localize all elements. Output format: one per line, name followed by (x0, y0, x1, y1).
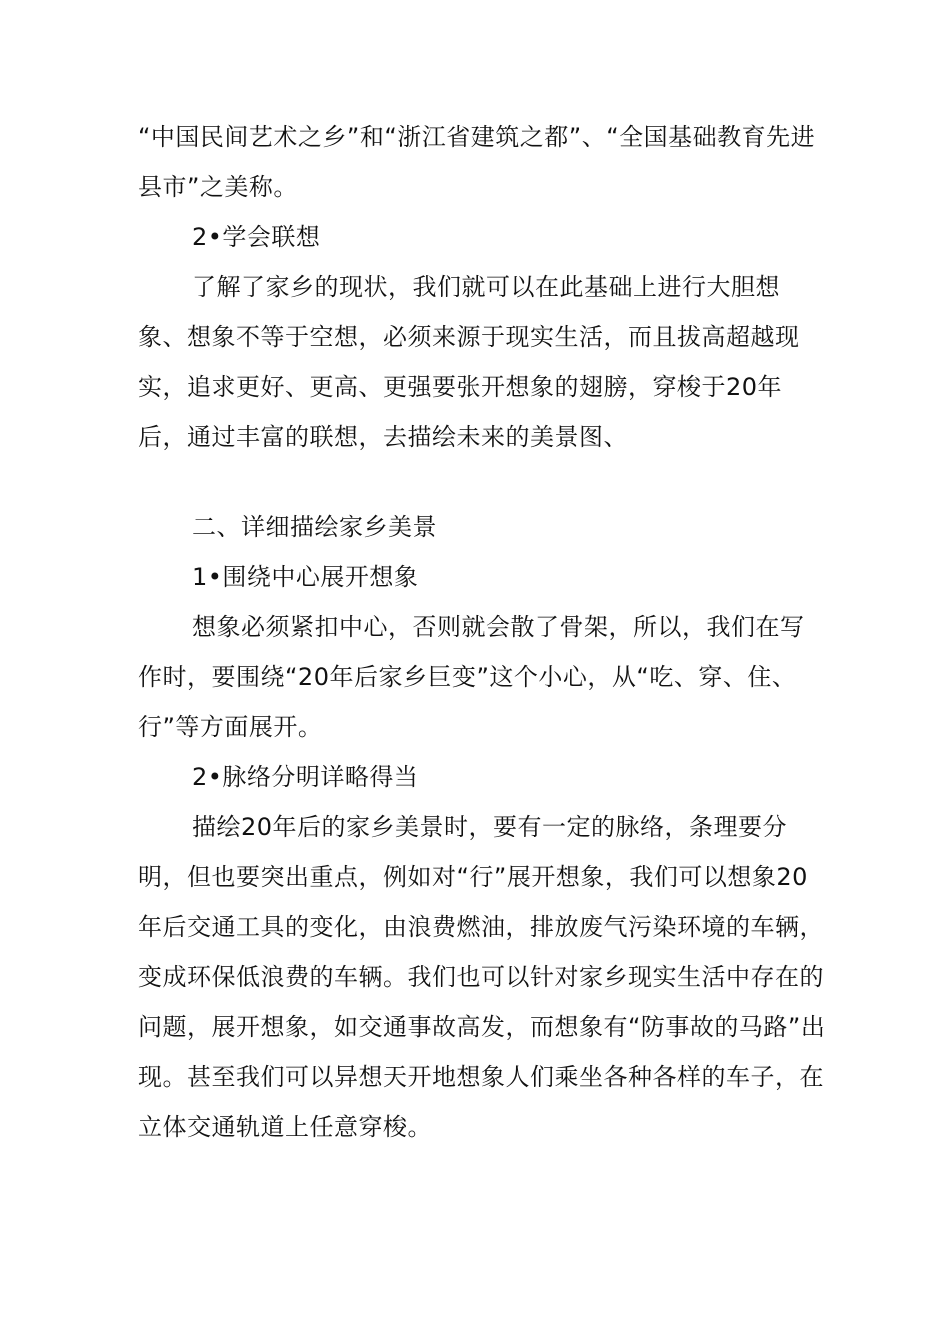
subheading-clear-structure: 2•脉络分明详略得当 (192, 763, 419, 791)
subheading-center-imagination: 1•围绕中心展开想象 (192, 563, 419, 591)
section-spacer (138, 462, 828, 502)
paragraph-center-imagination: 想象必须紧扣中心，否则就会散了骨架，所以，我们在写作时，要围绕“20年后家乡巨变”这个小心，从“吃、穿、住、行”等方面展开。 (138, 613, 805, 741)
subheading-learn-association: 2•学会联想 (192, 223, 321, 251)
paragraph-association: 了解了家乡的现状，我们就可以在此基础上进行大胆想象、想象不等于空想，必须来源于现实生活，而且拔高超越现实，追求更好、更高、更强要张开想象的翅膀，穿梭于20年后，通过丰富的联想，去描绘未来的美景图、 (138, 273, 800, 451)
paragraph-clear-structure: 描绘20年后的家乡美景时，要有一定的脉络，条理要分明，但也要突出重点，例如对“行”展开想象，我们可以想象20年后交通工具的变化，由浪费燃油，排放废气污染环境的车辆，变成环保低浪费的车辆。我们也可以针对家乡现实生活中存在的问题，展开想象，如交通事故高发，而想象有“防事故的马路”出现。甚至我们可以异想天开地想象人们乘坐各种各样的车子，在立体交通轨道上任意穿梭。 (138, 813, 826, 1141)
document-body (138, 112, 828, 1152)
section-heading-describe-scenery: 二、详细描绘家乡美景 (192, 513, 437, 541)
paragraph-intro-continuation: “中国民间艺术之乡”和“浙江省建筑之都”、“全国基础教育先进县市”之美称。 (138, 123, 816, 201)
